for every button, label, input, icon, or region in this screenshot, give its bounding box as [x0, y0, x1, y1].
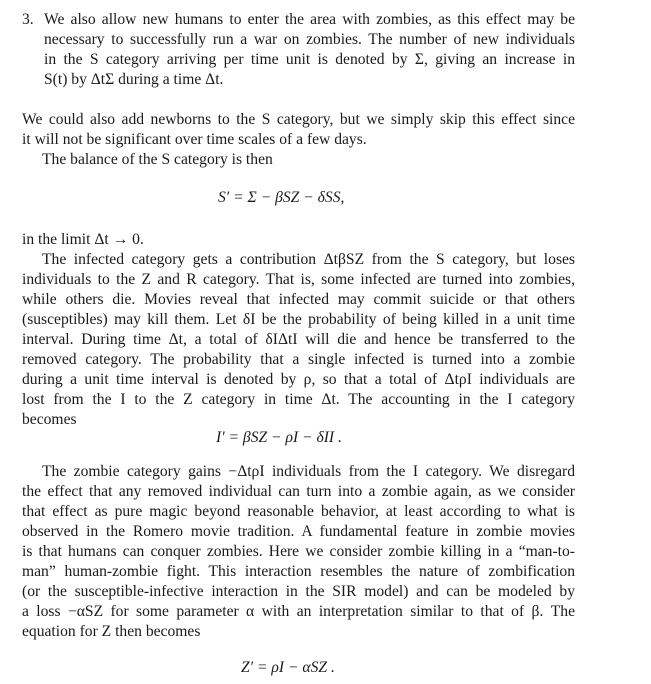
text-line: The balance of the S category is then [42, 151, 273, 168]
text-line: interval. During time Δt, a total of δIΔtI will die and hence be transferred to the [22, 331, 575, 348]
text-line: while others die. Movies reveal that infected may commit suicide or that others [22, 291, 575, 308]
text-line: in the limit Δt → 0. [22, 231, 144, 248]
text-line: that effect as pure magic beyond reasonable behavior, at least according to what is [22, 503, 575, 520]
equation-i: I′ = βSZ − ρI − δII . [216, 429, 342, 446]
paragraph-limit [22, 230, 575, 250]
text-line: necessary to successfully run a war on zombies. The number of new individuals [44, 31, 575, 48]
paragraph-newborns [22, 110, 575, 150]
paragraph-zombie [22, 462, 575, 642]
text-line: (susceptibles) may kill them. Let δI be the probability of being killed in a unit time [22, 311, 575, 328]
text-line: a loss −αSZ for some parameter α with an interpretation similar to that of β. The [22, 603, 575, 620]
text-line: S(t) by ΔtΣ during a time Δt. [44, 71, 224, 88]
text-line: (or the susceptible-infective interaction in the SIR model) and can be modeled by [22, 583, 575, 600]
text-line: lost from the I to the Z category in time Δt. The accounting in the I category [22, 391, 575, 408]
text-line: individuals to the Z and R category. That is, some infected are turned into zombies, [22, 271, 575, 288]
text-line: The infected category gets a contribution ΔtβSZ from the S category, but loses [42, 251, 575, 268]
text-line: the effect that any removed individual can turn into a zombie again, as we consider [22, 483, 575, 500]
text-line: in the S category arriving per time unit is denoted by Σ, giving an increase in [44, 51, 575, 68]
text-line: 3. We also allow new humans to enter the area with zombies, as this effect may be [22, 11, 575, 28]
text-line: removed category. The probability that a single infected is turned into a zombie [22, 351, 575, 368]
paragraph-infected [22, 250, 575, 430]
text-line: The zombie category gains −ΔtρI individuals from the I category. We disregard [42, 463, 575, 480]
list-item-3 [22, 10, 575, 90]
text-line: becomes [22, 411, 77, 428]
equation-s: S′ = Σ − βSZ − δSS, [218, 189, 345, 206]
text-line: during a unit time interval is denoted by ρ, so that a total of ΔtρI individuals are [22, 371, 575, 388]
paragraph-balance [22, 150, 575, 170]
text-line: man” human-zombie fight. This interaction resembles the nature of zombification [22, 563, 575, 580]
text-line: observed in the Romero movie tradition. A fundamental feature in zombie movies [22, 523, 575, 540]
text-line: is that humans can conquer zombies. Here we consider zombie killing in a “man-to- [22, 543, 575, 560]
item-number: 3. [22, 11, 34, 28]
equation-z: Z′ = ρI − αSZ . [241, 659, 335, 676]
text-line: We could also add newborns to the S category, but we simply skip this effect since [22, 111, 575, 128]
text-line: equation for Z then becomes [22, 623, 201, 640]
text-line: it will not be significant over time scales of a few days. [22, 131, 367, 148]
